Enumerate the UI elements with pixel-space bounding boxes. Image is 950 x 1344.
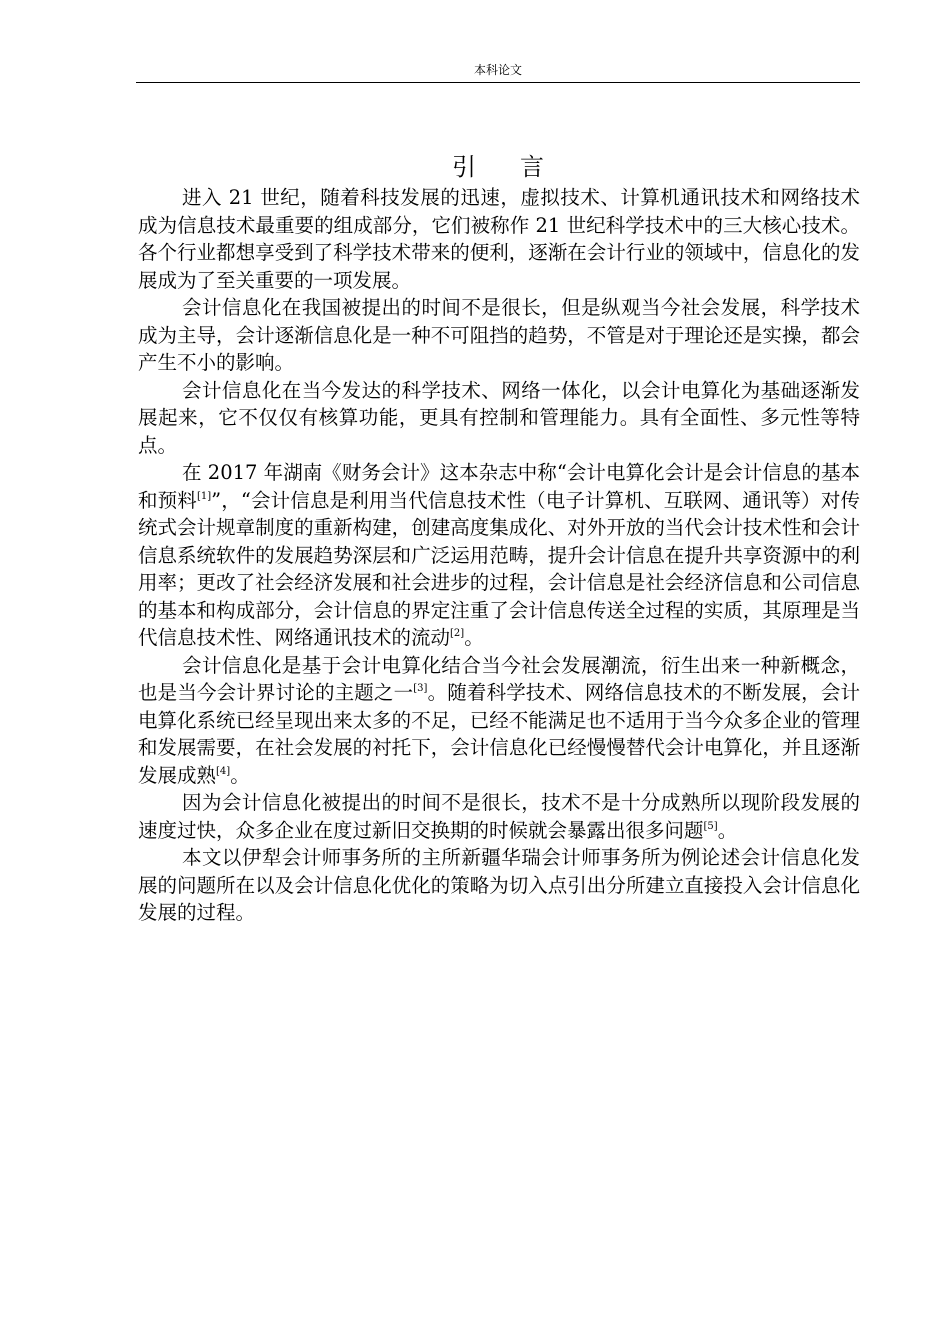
body-text [138,184,860,927]
header-rule [136,82,860,83]
running-header: 本科论文 [473,63,522,77]
section-title [136,150,860,184]
paragraph [138,652,860,790]
paragraph-text: 本文以伊犁会计师事务所的主所新疆华瑞会计师事务所为例论述会计信息化发展的问题所在以及会计信息化优化的策略为切入点引出分所建立直接投入会计信息化发展的过程。 [138,846,860,924]
paragraph-text: 会计信息化在我国被提出的时间不是很长，但是纵观当今社会发展，科学技术成为主导，会计逐渐信息化是一种不可阻挡的趋势，不管是对于理论还是实操，都会产生不小的影响。 [138,296,860,374]
citation-ref: [5] [703,820,718,832]
paragraph [138,789,860,844]
paragraph-text: ”，“会计信息是利用当代信息技术性（电子计算机、互联网、通讯等）对传统式会计规章制度的重新构建，创建高度集成化、对外开放的当代会计技术性和会计信息系统软件的发展趋势深层和广泛运用范畴，提升会计信息在提升共享资源中的利用率；更改了社会经济发展和社会进步的过程，会计信息是社会经济信息和公司信息的基本和构成部分，会计信息的界定注重了会计信息传送全过程的实质，其原理是当代信息技术性、网络通讯技术的流动 [138,488,860,649]
paragraph [138,844,860,927]
paragraph-text: 因为会计信息化被提出的时间不是很长，技术不是十分成熟所以现阶段发展的速度过快，众多企业在度过新旧交换期的时候就会暴露出很多问题 [138,791,860,842]
paragraph [138,459,860,652]
paragraph-text: 。 [717,818,738,842]
paragraph-text: 进入 21 世纪，随着科技发展的迅速，虚拟技术、计算机通讯技术和网络技术成为信息技术最重要的组成部分，它们被称作 21 世纪科学技术中的三大核心技术。各个行业都想享受到了科学技术带来的便利，逐渐在会计行业的领域中，信息化的发展成为了至关重要的一项发展。 [138,186,860,292]
paragraph [138,377,860,460]
citation-ref: [3] [413,683,428,694]
citation-ref: [1] [196,490,212,502]
paragraph-text: 。 [464,626,484,649]
paragraph-text: 会计信息化是基于会计电算化结合当今社会发展潮流，衍生出来一种新概念，也是当今会计界讨论的主题之一 [138,653,860,704]
section-title-char: 引 [452,153,476,181]
citation-ref: [2] [450,628,465,639]
paragraph [138,184,860,294]
paragraph-text: 。随着科学技术、网络信息技术的不断发展，会计电算化系统已经呈现出来太多的不足，已经不能满足也不适用于当今众多企业的管理和发展需要，在社会发展的衬托下，会计信息化已经慢慢替代会计电算化，并且逐渐发展成熟 [138,681,860,787]
paragraph-text: 。 [230,763,250,787]
section-title-char: 言 [520,153,544,181]
paragraph-text: 在 2017 年湖南《财务会计》这本杂志中称“会计电算化会计是会计信息的基本和预料 [138,461,860,512]
paragraph-text: 会计信息化在当今发达的科学技术、网络一体化，以会计电算化为基础逐渐发展起来，它不仅仅有核算功能，更具有控制和管理能力。具有全面性、多元性等特点。 [138,378,860,457]
citation-ref: [4] [216,765,231,777]
paragraph [138,294,860,377]
